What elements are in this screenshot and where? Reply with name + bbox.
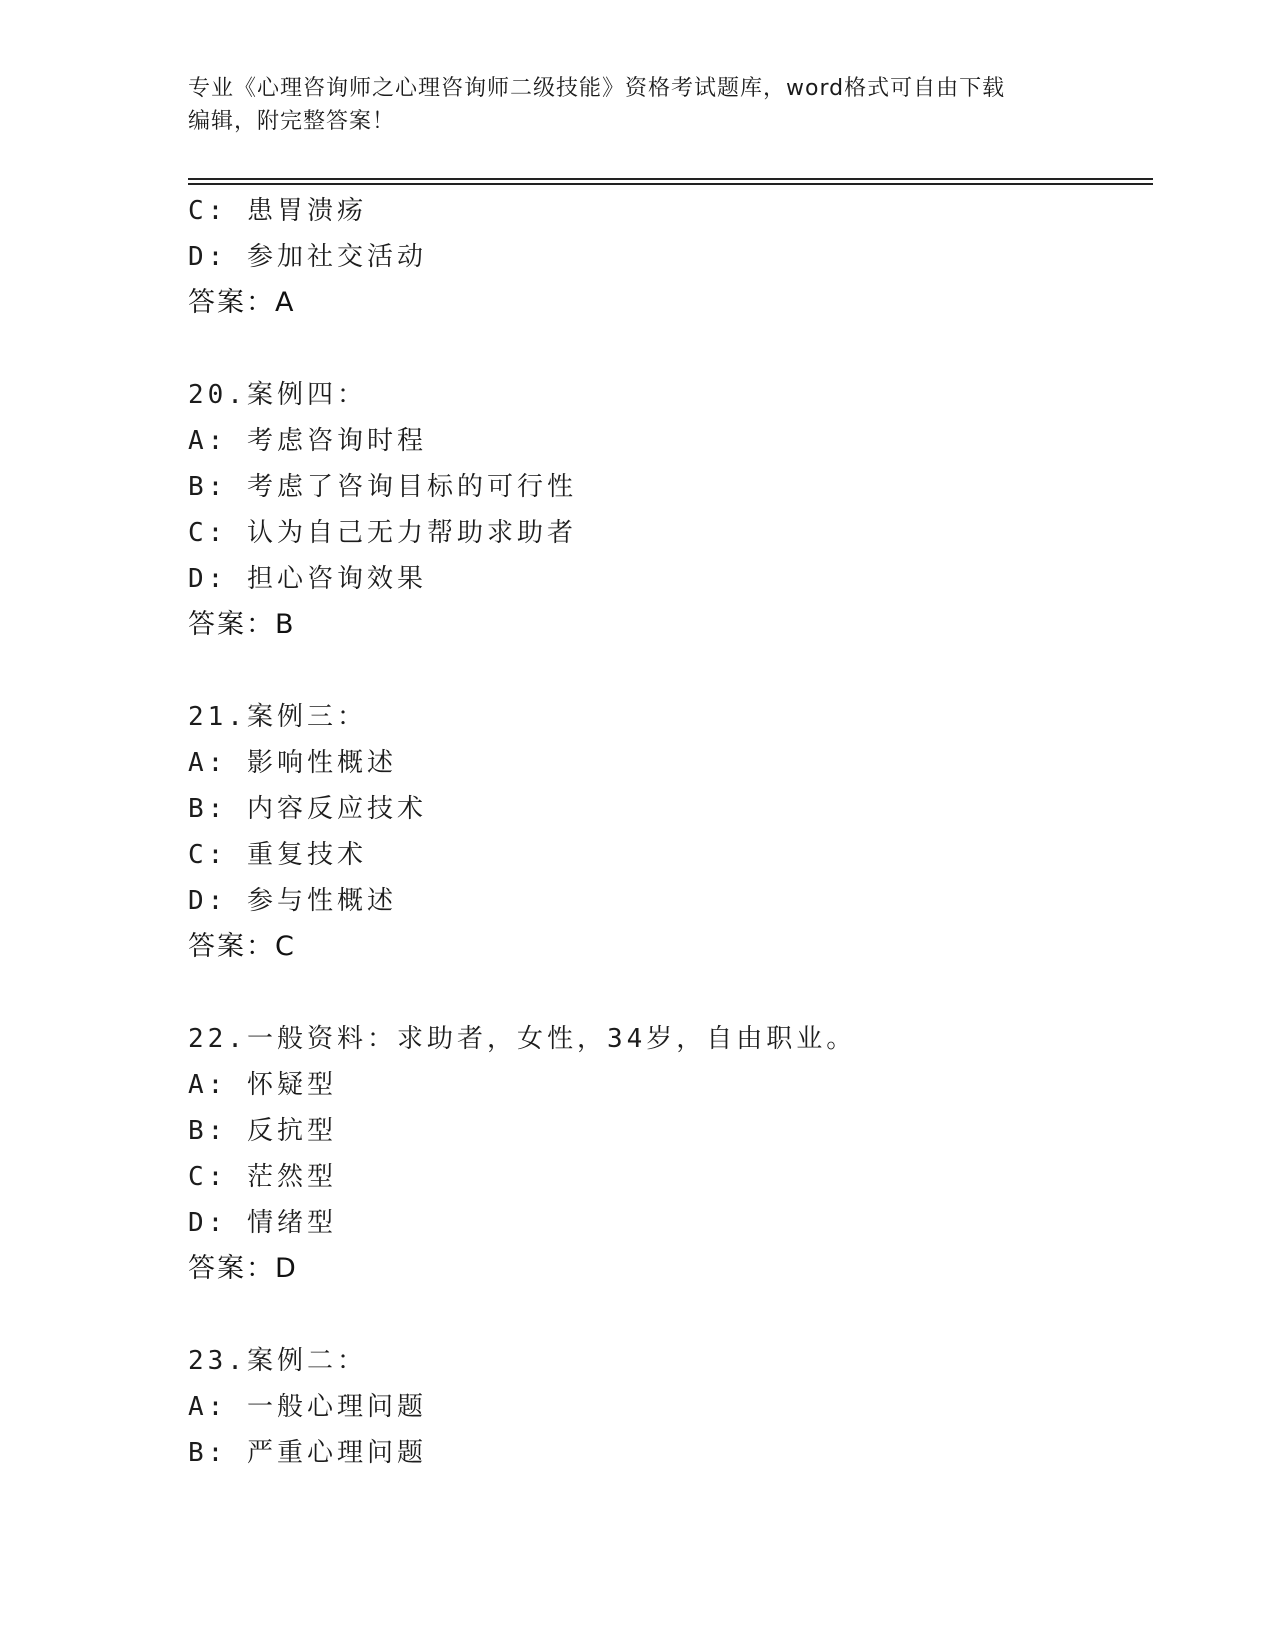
question-stem: 20.案例四： — [188, 380, 367, 410]
question-stem: 21.案例三： — [188, 702, 367, 732]
option-d: D: 参加社交活动 — [188, 242, 427, 272]
question-block-20 — [188, 372, 1153, 648]
option-b: B: 反抗型 — [188, 1116, 337, 1146]
option-c: C: 患胃溃疡 — [188, 196, 367, 226]
answer-line: 答案：C — [188, 931, 296, 962]
spacer — [188, 326, 1153, 372]
header-line-1: 专业《心理咨询师之心理咨询师二级技能》资格考试题库，word格式可自由下载 — [188, 76, 1006, 101]
option-c: C: 认为自己无力帮助求助者 — [188, 518, 577, 548]
option-a: A: 怀疑型 — [188, 1070, 337, 1100]
question-block-22 — [188, 1016, 1153, 1292]
header-divider-top — [188, 178, 1153, 180]
option-d: D: 情绪型 — [188, 1208, 337, 1238]
answer-line: 答案：D — [188, 1253, 298, 1284]
question-stem: 22.一般资料：求助者，女性，34岁，自由职业。 — [188, 1024, 857, 1054]
option-d: D: 担心咨询效果 — [188, 564, 427, 594]
spacer — [188, 648, 1153, 694]
option-b: B: 严重心理问题 — [188, 1438, 427, 1468]
option-a: A: 影响性概述 — [188, 748, 397, 778]
question-stem: 23.案例二： — [188, 1346, 367, 1376]
question-block-19 — [188, 188, 1153, 326]
option-a: A: 考虑咨询时程 — [188, 426, 427, 456]
option-b: B: 内容反应技术 — [188, 794, 427, 824]
option-a: A: 一般心理问题 — [188, 1392, 427, 1422]
question-block-21 — [188, 694, 1153, 970]
spacer — [188, 1292, 1153, 1338]
option-c: C: 茫然型 — [188, 1162, 337, 1192]
document-header — [188, 72, 1068, 138]
option-d: D: 参与性概述 — [188, 886, 397, 916]
question-block-23 — [188, 1338, 1153, 1476]
question-list — [188, 188, 1153, 1476]
option-c: C: 重复技术 — [188, 840, 367, 870]
spacer — [188, 970, 1153, 1016]
answer-line: 答案：B — [188, 609, 296, 640]
header-line-2: 编辑，附完整答案！ — [188, 109, 396, 134]
answer-line: 答案：A — [188, 287, 296, 318]
header-divider-bottom — [188, 183, 1153, 185]
option-b: B: 考虑了咨询目标的可行性 — [188, 472, 577, 502]
